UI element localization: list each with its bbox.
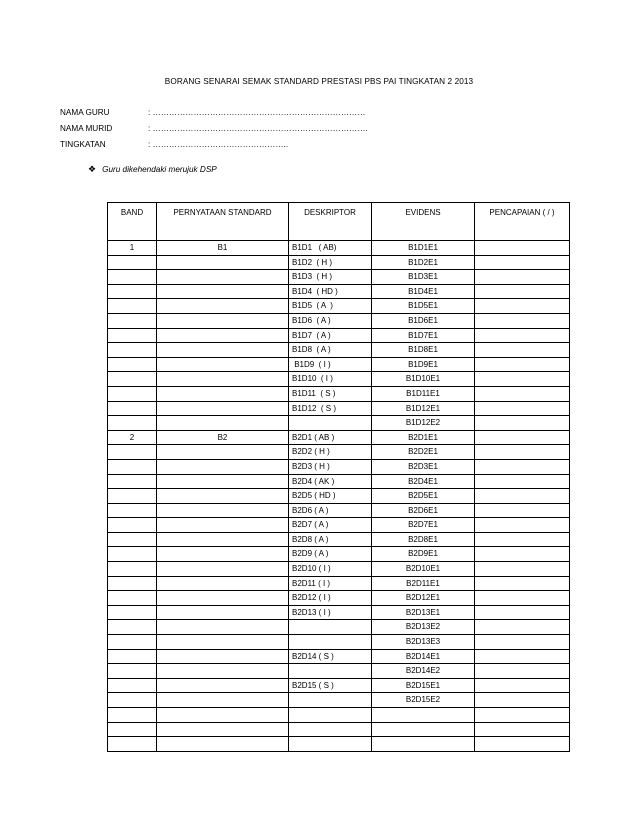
empty-row [108, 708, 570, 723]
standard-cell [157, 255, 289, 270]
achievement-checkbox-cell[interactable] [475, 591, 570, 606]
descriptor-cell [289, 693, 372, 708]
achievement-checkbox-cell[interactable] [475, 284, 570, 299]
evidence-cell: B2D2E1 [372, 445, 475, 460]
field-nama-guru [60, 108, 365, 117]
descriptor-cell: B2D13 ( I ) [289, 605, 372, 620]
evidence-cell: B2D5E1 [372, 489, 475, 504]
standard-cell [157, 605, 289, 620]
empty-cell[interactable] [157, 708, 289, 723]
descriptor-cell: B1D2 ( H ) [289, 255, 372, 270]
empty-cell[interactable] [372, 737, 475, 752]
table-row [108, 693, 570, 708]
evidence-cell: B2D12E1 [372, 591, 475, 606]
band-cell [108, 547, 157, 562]
band-cell [108, 635, 157, 650]
descriptor-cell: B2D2 ( H ) [289, 445, 372, 460]
empty-row [108, 737, 570, 752]
descriptor-cell [289, 620, 372, 635]
standard-cell: B1 [157, 241, 289, 256]
field-value: : ……………………………………………………………………. [148, 124, 368, 133]
standard-cell [157, 313, 289, 328]
header-descriptor: DESKRIPTOR [289, 203, 372, 241]
empty-cell[interactable] [108, 737, 157, 752]
evidence-cell: B1D5E1 [372, 299, 475, 314]
table-row [108, 664, 570, 679]
achievement-checkbox-cell[interactable] [475, 605, 570, 620]
descriptor-cell [289, 635, 372, 650]
band-cell [108, 518, 157, 533]
standard-cell [157, 576, 289, 591]
band-cell [108, 416, 157, 431]
band-cell [108, 343, 157, 358]
descriptor-cell: B1D6 ( A ) [289, 313, 372, 328]
standard-cell [157, 372, 289, 387]
standard-cell [157, 474, 289, 489]
empty-cell[interactable] [108, 722, 157, 737]
achievement-checkbox-cell[interactable] [475, 386, 570, 401]
empty-cell[interactable] [157, 737, 289, 752]
header-standard: PERNYATAAN STANDARD [157, 203, 289, 241]
standard-cell [157, 562, 289, 577]
achievement-checkbox-cell[interactable] [475, 416, 570, 431]
table-row [108, 386, 570, 401]
empty-cell[interactable] [475, 708, 570, 723]
achievement-checkbox-cell[interactable] [475, 547, 570, 562]
descriptor-cell: B1D11 ( S ) [289, 386, 372, 401]
achievement-checkbox-cell[interactable] [475, 445, 570, 460]
standard-cell [157, 635, 289, 650]
table-row [108, 299, 570, 314]
band-cell [108, 299, 157, 314]
descriptor-cell: B1D7 ( A ) [289, 328, 372, 343]
band-cell [108, 401, 157, 416]
evidence-cell: B2D15E2 [372, 693, 475, 708]
table-row [108, 649, 570, 664]
band-cell [108, 328, 157, 343]
evidence-cell: B1D7E1 [372, 328, 475, 343]
achievement-checkbox-cell[interactable] [475, 270, 570, 285]
achievement-checkbox-cell[interactable] [475, 489, 570, 504]
band-cell [108, 270, 157, 285]
field-label: TINGKATAN [60, 140, 106, 149]
table-row [108, 328, 570, 343]
empty-cell[interactable] [289, 708, 372, 723]
evidence-cell: B2D10E1 [372, 562, 475, 577]
band-cell [108, 386, 157, 401]
descriptor-cell: B2D11 ( I ) [289, 576, 372, 591]
evidence-cell: B1D1E1 [372, 241, 475, 256]
descriptor-cell: B2D15 ( S ) [289, 678, 372, 693]
table-row [108, 562, 570, 577]
evidence-cell: B2D9E1 [372, 547, 475, 562]
table-row [108, 241, 570, 256]
evidence-cell: B1D10E1 [372, 372, 475, 387]
field-tingkatan [60, 140, 288, 149]
evidence-cell: B1D12E1 [372, 401, 475, 416]
achievement-checkbox-cell[interactable] [475, 576, 570, 591]
descriptor-cell: B2D4 ( AK ) [289, 474, 372, 489]
standard-cell [157, 445, 289, 460]
band-cell [108, 357, 157, 372]
table-body [108, 241, 570, 752]
band-cell [108, 693, 157, 708]
achievement-checkbox-cell[interactable] [475, 401, 570, 416]
descriptor-cell: B2D1 ( AB ) [289, 430, 372, 445]
achievement-checkbox-cell[interactable] [475, 678, 570, 693]
descriptor-cell: B1D5 ( A ) [289, 299, 372, 314]
evidence-cell: B2D13E1 [372, 605, 475, 620]
standard-cell [157, 518, 289, 533]
descriptor-cell: B1D12 ( S ) [289, 401, 372, 416]
achievement-checkbox-cell[interactable] [475, 649, 570, 664]
table-row [108, 635, 570, 650]
table-row [108, 343, 570, 358]
achievement-checkbox-cell[interactable] [475, 357, 570, 372]
descriptor-cell: B1D8 ( A ) [289, 343, 372, 358]
table-header-row [108, 203, 570, 241]
band-cell [108, 255, 157, 270]
standard-cell [157, 357, 289, 372]
table-row [108, 284, 570, 299]
table-row [108, 430, 570, 445]
band-cell [108, 562, 157, 577]
table-row [108, 416, 570, 431]
descriptor-cell: B2D7 ( A ) [289, 518, 372, 533]
descriptor-cell: B2D10 ( I ) [289, 562, 372, 577]
empty-cell[interactable] [289, 737, 372, 752]
band-cell [108, 664, 157, 679]
achievement-checkbox-cell[interactable] [475, 474, 570, 489]
table-row [108, 620, 570, 635]
standard-cell [157, 503, 289, 518]
band-cell [108, 503, 157, 518]
standard-cell [157, 649, 289, 664]
evidence-cell: B2D11E1 [372, 576, 475, 591]
empty-cell[interactable] [289, 722, 372, 737]
empty-cell[interactable] [157, 722, 289, 737]
instruction-note [88, 164, 217, 175]
diamond-bullet-icon: ❖ [88, 164, 97, 174]
standard-cell [157, 678, 289, 693]
achievement-checkbox-cell[interactable] [475, 299, 570, 314]
evidence-cell: B2D8E1 [372, 532, 475, 547]
evidence-cell: B2D7E1 [372, 518, 475, 533]
evidence-cell: B1D2E1 [372, 255, 475, 270]
band-cell [108, 445, 157, 460]
field-label: NAMA GURU [60, 108, 110, 117]
standard-cell [157, 532, 289, 547]
evidence-cell: B1D4E1 [372, 284, 475, 299]
standard-cell [157, 416, 289, 431]
standard-cell [157, 299, 289, 314]
table-row [108, 313, 570, 328]
standard-cell [157, 591, 289, 606]
achievement-checkbox-cell[interactable] [475, 328, 570, 343]
evidence-cell: B2D3E1 [372, 459, 475, 474]
descriptor-cell: B1D3 ( H ) [289, 270, 372, 285]
descriptor-cell: B2D9 ( A ) [289, 547, 372, 562]
standard-cell [157, 664, 289, 679]
achievement-checkbox-cell[interactable] [475, 693, 570, 708]
evidence-cell: B2D1E1 [372, 430, 475, 445]
field-value: : …………………………………………………………………… [148, 108, 366, 117]
band-cell [108, 313, 157, 328]
band-cell [108, 532, 157, 547]
achievement-checkbox-cell[interactable] [475, 518, 570, 533]
descriptor-cell: B2D5 ( HD ) [289, 489, 372, 504]
table-row [108, 401, 570, 416]
empty-cell[interactable] [108, 708, 157, 723]
band-cell [108, 474, 157, 489]
descriptor-cell [289, 416, 372, 431]
descriptor-cell: B2D8 ( A ) [289, 532, 372, 547]
evidence-cell: B1D9E1 [372, 357, 475, 372]
descriptor-cell [289, 664, 372, 679]
standard-cell [157, 386, 289, 401]
empty-row [108, 722, 570, 737]
empty-cell[interactable] [475, 722, 570, 737]
evidence-cell: B1D8E1 [372, 343, 475, 358]
table-row [108, 678, 570, 693]
achievement-checkbox-cell[interactable] [475, 430, 570, 445]
table-row [108, 547, 570, 562]
empty-cell[interactable] [372, 722, 475, 737]
evidence-cell: B2D15E1 [372, 678, 475, 693]
table-row [108, 372, 570, 387]
standard-cell [157, 547, 289, 562]
evidence-cell: B2D4E1 [372, 474, 475, 489]
standard-cell [157, 489, 289, 504]
table-row [108, 489, 570, 504]
evidence-cell: B2D6E1 [372, 503, 475, 518]
achievement-checkbox-cell[interactable] [475, 372, 570, 387]
band-cell [108, 620, 157, 635]
evidence-cell: B2D13E3 [372, 635, 475, 650]
band-cell [108, 678, 157, 693]
evidence-cell: B1D3E1 [372, 270, 475, 285]
standard-cell [157, 693, 289, 708]
band-cell [108, 284, 157, 299]
band-cell [108, 372, 157, 387]
achievement-checkbox-cell[interactable] [475, 343, 570, 358]
table-row [108, 591, 570, 606]
standard-cell [157, 343, 289, 358]
table-row [108, 474, 570, 489]
empty-cell[interactable] [372, 708, 475, 723]
evidence-cell: B1D12E2 [372, 416, 475, 431]
descriptor-cell: B2D3 ( H ) [289, 459, 372, 474]
standard-cell [157, 401, 289, 416]
descriptor-cell: B1D1 ( AB) [289, 241, 372, 256]
achievement-checkbox-cell[interactable] [475, 664, 570, 679]
evidence-cell: B1D6E1 [372, 313, 475, 328]
field-value: : ………………………………………….. [148, 140, 289, 149]
achievement-checkbox-cell[interactable] [475, 532, 570, 547]
table-row [108, 459, 570, 474]
table-row [108, 576, 570, 591]
standard-cell: B2 [157, 430, 289, 445]
header-evidence: EVIDENS [372, 203, 475, 241]
descriptor-cell: B2D14 ( S ) [289, 649, 372, 664]
band-cell [108, 649, 157, 664]
header-achievement: PENCAPAIAN ( / ) [475, 203, 570, 241]
standard-cell [157, 270, 289, 285]
evidence-cell: B2D13E2 [372, 620, 475, 635]
standard-cell [157, 459, 289, 474]
table-row [108, 503, 570, 518]
table-row [108, 445, 570, 460]
achievement-checkbox-cell[interactable] [475, 562, 570, 577]
evidence-cell: B2D14E1 [372, 649, 475, 664]
band-cell [108, 591, 157, 606]
descriptor-cell: B1D10 ( I ) [289, 372, 372, 387]
table-row [108, 518, 570, 533]
evidence-cell: B2D14E2 [372, 664, 475, 679]
band-cell [108, 605, 157, 620]
achievement-checkbox-cell[interactable] [475, 635, 570, 650]
evidence-cell: B1D11E1 [372, 386, 475, 401]
standard-cell [157, 620, 289, 635]
checklist-table [107, 202, 570, 752]
note-text: Guru dikehendaki merujuk DSP [102, 165, 217, 174]
band-cell [108, 459, 157, 474]
descriptor-cell: B1D4 ( HD ) [289, 284, 372, 299]
achievement-checkbox-cell[interactable] [475, 503, 570, 518]
table-row [108, 357, 570, 372]
descriptor-cell: B2D12 ( I ) [289, 591, 372, 606]
table-row [108, 605, 570, 620]
achievement-checkbox-cell[interactable] [475, 620, 570, 635]
empty-cell[interactable] [475, 737, 570, 752]
table-row [108, 255, 570, 270]
form-title: BORANG SENARAI SEMAK STANDARD PRESTASI PBS PAI TINGKATAN 2 2013 [164, 77, 474, 86]
descriptor-cell: B1D9 ( I ) [289, 357, 372, 372]
band-cell [108, 489, 157, 504]
band-cell [108, 576, 157, 591]
band-cell: 1 [108, 241, 157, 256]
standard-cell [157, 284, 289, 299]
field-label: NAMA MURID [60, 124, 113, 133]
descriptor-cell: B2D6 ( A ) [289, 503, 372, 518]
field-nama-murid [60, 124, 368, 133]
header-band: BAND [108, 203, 157, 241]
band-cell: 2 [108, 430, 157, 445]
achievement-checkbox-cell[interactable] [475, 313, 570, 328]
achievement-checkbox-cell[interactable] [475, 241, 570, 256]
achievement-checkbox-cell[interactable] [475, 459, 570, 474]
table-row [108, 270, 570, 285]
standard-cell [157, 328, 289, 343]
achievement-checkbox-cell[interactable] [475, 255, 570, 270]
table-row [108, 532, 570, 547]
